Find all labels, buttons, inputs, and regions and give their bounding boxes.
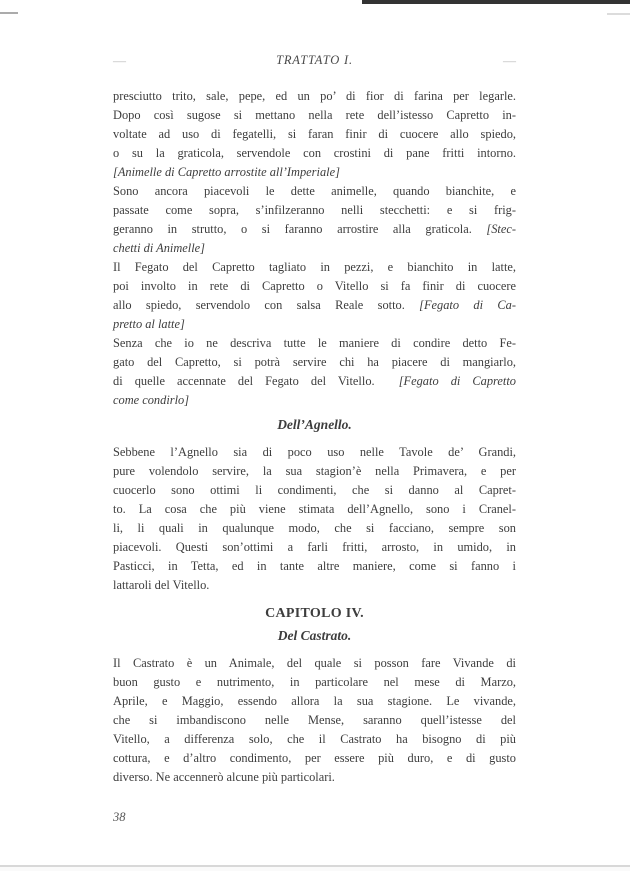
header-left-dash: — (113, 53, 126, 68)
page-edge-mark-right (607, 13, 630, 15)
body-text: diverso. Ne accennerò alcune più particolari. (113, 770, 335, 784)
text-line (113, 258, 516, 277)
text-line (113, 144, 516, 163)
body-text: presciutto trito, sale, pepe, ed un po’ di fior di farina per legarle. (113, 89, 516, 103)
text-line (113, 443, 516, 462)
body-text: li, li quali in qualunque modo, che si facciano, sempre son (113, 521, 516, 535)
body-text: gato del Capretto, si potrà servire chi ha piacere di mangiarlo, (113, 355, 516, 369)
top-window-bar (362, 0, 630, 4)
text-line (113, 296, 516, 315)
running-header (113, 53, 516, 68)
bottom-margin-strip (0, 867, 630, 871)
text-line (113, 462, 516, 481)
text-line (113, 239, 516, 258)
text-line (113, 730, 516, 749)
text-line (113, 391, 516, 410)
body-text: Sebbene l’Agnello sia di poco uso nelle Tavole de’ Grandi, (113, 445, 516, 459)
body-text: Aprile, e Maggio, essendo allora la sua stagione. Le vivande, (113, 694, 516, 708)
text-line (113, 163, 516, 182)
header-right-dash: — (503, 53, 516, 68)
body-text: to. La cosa che più viene stimata dell’Agnello, sono i Cranel- (113, 502, 516, 516)
body-text: o su la graticola, servendole con crostini di pane fritti intorno. (113, 146, 516, 160)
text-line (113, 106, 516, 125)
paragraph (113, 87, 516, 410)
text-line (113, 315, 516, 334)
body-text: Pasticci, in Tetta, ed in tante altre maniere, come si fanno i (113, 559, 516, 573)
text-line (113, 768, 516, 787)
body-text: Il Castrato è un Animale, del quale si posson fare Vivande di (113, 656, 516, 670)
body-text: buon gusto e nutrimento, in particolare nel mese di Marzo, (113, 675, 516, 689)
recipe-label-text: [Fegato di Ca- (419, 298, 516, 312)
text-line (113, 749, 516, 768)
paragraph (113, 654, 516, 787)
body-text: lattaroli del Vitello. (113, 578, 210, 592)
body-text: voltate ad uso di fegatelli, si faran finir di cuocere allo spiedo, (113, 127, 516, 141)
body-text: Dopo così sugose si mettano nella rete dell’istesso Capretto in- (113, 108, 516, 122)
body-text: Vitello, a differenza solo, che il Castrato ha bisogno di più (113, 732, 516, 746)
text-line (113, 334, 516, 353)
text-line (113, 711, 516, 730)
text-line (113, 372, 516, 391)
body-text: piacevoli. Questi son’ottimi a farli fritti, arrosto, in umido, in (113, 540, 516, 554)
recipe-label-text: pretto al latte] (113, 317, 185, 331)
body-text: Il Fegato del Capretto tagliato in pezzi, e bianchito in latte, (113, 260, 516, 274)
body-text: pure volendolo servire, la sua stagion’è nella Primavera, e per (113, 464, 516, 478)
text-line (113, 692, 516, 711)
body-text: poi involto in rete di Capretto o Vitello si fa finir di cuocere (113, 279, 516, 293)
body-text: passate come sopra, s’infilzeranno nelli stecchetti: e si frig- (113, 203, 516, 217)
body-text: che si imbandiscono nelle Mense, saranno quell’istesse del (113, 713, 516, 727)
body-text: Sono ancora piacevoli le dette animelle, quando bianchite, e (113, 184, 516, 198)
text-line (113, 557, 516, 576)
recipe-label-text: [Fegato di Capretto (398, 374, 516, 388)
text-line (113, 125, 516, 144)
recipe-label-text: [Stec- (486, 222, 516, 236)
body-text: Senza che io ne descriva tutte le maniere di condire detto Fe- (113, 336, 516, 350)
text-line (113, 277, 516, 296)
body-text: cottura, e d’altro condimento, per essere più duro, e di gusto (113, 751, 516, 765)
body-text: di quelle accennate del Fegato del Vitello. (113, 374, 399, 388)
text-line (113, 87, 516, 106)
paragraph (113, 443, 516, 595)
text-line (113, 673, 516, 692)
page-title: TRATTATO I. (276, 53, 353, 67)
text-line (113, 201, 516, 220)
text-line (113, 654, 516, 673)
page-number: 38 (113, 810, 126, 824)
body-text: geranno in strutto, o si faranno arrostire alla graticola. (113, 222, 487, 236)
text-line (113, 353, 516, 372)
text-line (113, 576, 516, 595)
recipe-label-text: chetti di Animelle] (113, 241, 205, 255)
recipe-label-text: [Animelle di Capretto arrostite all’Imperiale] (113, 165, 340, 179)
text-line (113, 519, 516, 538)
section-heading: CAPITOLO IV. (265, 606, 364, 621)
section-heading: Del Castrato. (277, 628, 352, 643)
page-content (113, 87, 516, 787)
body-text: cuocerlo sono ottimi li condimenti, che si danno al Capret- (113, 483, 516, 497)
text-line (113, 481, 516, 500)
section-heading: Dell’Agnello. (277, 417, 352, 432)
text-line (113, 182, 516, 201)
body-text: allo spiedo, servendolo con salsa Reale sotto. (113, 298, 420, 312)
page-edge-mark-left (0, 12, 18, 14)
recipe-label-text: come condirlo] (113, 393, 190, 407)
text-line (113, 538, 516, 557)
text-line (113, 220, 516, 239)
text-line (113, 500, 516, 519)
